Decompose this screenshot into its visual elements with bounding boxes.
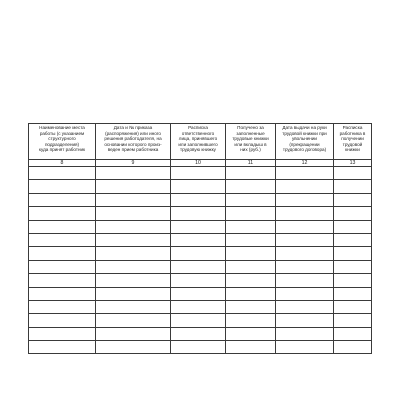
table-cell [171, 167, 226, 180]
table-cell [29, 300, 96, 313]
table-cell [171, 274, 226, 287]
table-cell [171, 220, 226, 233]
table-cell [276, 341, 334, 354]
column-header-8: Наименование места работы (с указанием структурного подразделения) куда принят работник [29, 124, 96, 160]
table-cell [96, 247, 171, 260]
column-number: 8 [29, 160, 96, 167]
column-number: 13 [334, 160, 372, 167]
table-cell [29, 233, 96, 246]
table-row [29, 341, 372, 354]
table-cell [334, 260, 372, 273]
table-cell [171, 207, 226, 220]
column-header-13: Расписка работника в получении трудовой книжки [334, 124, 372, 160]
table-cell [96, 327, 171, 340]
table-cell [334, 193, 372, 206]
table-cell [226, 180, 276, 193]
table-row [29, 207, 372, 220]
table-cell [334, 327, 372, 340]
table-cell [226, 233, 276, 246]
table-cell [29, 193, 96, 206]
table-cell [29, 314, 96, 327]
table-row [29, 314, 372, 327]
table-cell [226, 247, 276, 260]
table-cell [29, 247, 96, 260]
table-cell [276, 167, 334, 180]
table-cell [171, 287, 226, 300]
table-cell [276, 193, 334, 206]
table-cell [334, 341, 372, 354]
table-cell [226, 167, 276, 180]
column-header-9: Дата и № приказа (распоряжения) или иного решения работодателя, на основании которого произ- веден прием работника [96, 124, 171, 160]
table-cell [96, 260, 171, 273]
table-cell [226, 314, 276, 327]
table-cell [171, 233, 226, 246]
table-cell [334, 220, 372, 233]
column-header-12: Дата выдачи на руки трудовой книжки при увольнении (прекращении трудового договора) [276, 124, 334, 160]
table-cell [226, 287, 276, 300]
table-cell [226, 260, 276, 273]
table-cell [334, 180, 372, 193]
table-cell [29, 274, 96, 287]
table-cell [276, 300, 334, 313]
table-cell [226, 341, 276, 354]
table-cell [226, 193, 276, 206]
ledger-table [28, 123, 372, 354]
table-cell [334, 233, 372, 246]
table-cell [334, 207, 372, 220]
table-cell [276, 260, 334, 273]
table-cell [96, 274, 171, 287]
table-cell [276, 233, 334, 246]
table-cell [226, 220, 276, 233]
table-cell [334, 314, 372, 327]
table-cell [171, 327, 226, 340]
table-cell [226, 300, 276, 313]
table-row [29, 220, 372, 233]
table-cell [276, 314, 334, 327]
table-cell [226, 327, 276, 340]
table-cell [171, 193, 226, 206]
table-cell [96, 180, 171, 193]
table-cell [276, 207, 334, 220]
table-cell [276, 327, 334, 340]
table-cell [334, 167, 372, 180]
table-cell [96, 220, 171, 233]
table-cell [29, 341, 96, 354]
table-row [29, 300, 372, 313]
table-row [29, 233, 372, 246]
column-number: 9 [96, 160, 171, 167]
column-header-11: Получено за заполненные трудовые книжки или вкладыш в них (руб.) [226, 124, 276, 160]
table-cell [276, 287, 334, 300]
table-cell [276, 220, 334, 233]
table-row [29, 193, 372, 206]
table-cell [96, 341, 171, 354]
table-cell [29, 260, 96, 273]
table-cell [171, 314, 226, 327]
table-cell [29, 220, 96, 233]
table-cell [96, 300, 171, 313]
column-header-10: Расписка ответственного лица, принявшего или заполнившего трудовую книжку [171, 124, 226, 160]
table-cell [171, 300, 226, 313]
table-cell [96, 207, 171, 220]
column-number: 10 [171, 160, 226, 167]
table-cell [226, 207, 276, 220]
table-row [29, 167, 372, 180]
table-row [29, 260, 372, 273]
column-number: 12 [276, 160, 334, 167]
table-cell [171, 180, 226, 193]
table-row [29, 247, 372, 260]
table-cell [29, 287, 96, 300]
table-cell [29, 207, 96, 220]
ledger-body [29, 167, 372, 354]
table-cell [96, 193, 171, 206]
table-row [29, 180, 372, 193]
table-cell [96, 167, 171, 180]
table-cell [96, 287, 171, 300]
table-row [29, 274, 372, 287]
table-cell [171, 247, 226, 260]
table-row [29, 327, 372, 340]
column-number: 11 [226, 160, 276, 167]
header-row [29, 124, 372, 160]
table-cell [334, 287, 372, 300]
table-cell [29, 180, 96, 193]
table-cell [276, 247, 334, 260]
table-cell [276, 180, 334, 193]
table-cell [226, 274, 276, 287]
table-cell [171, 260, 226, 273]
table-cell [96, 314, 171, 327]
table-cell [29, 167, 96, 180]
table-cell [334, 300, 372, 313]
table-cell [96, 233, 171, 246]
table-cell [334, 247, 372, 260]
column-number-row [29, 160, 372, 167]
table-cell [171, 341, 226, 354]
table-row [29, 287, 372, 300]
table-cell [334, 274, 372, 287]
table-cell [276, 274, 334, 287]
table-cell [29, 327, 96, 340]
